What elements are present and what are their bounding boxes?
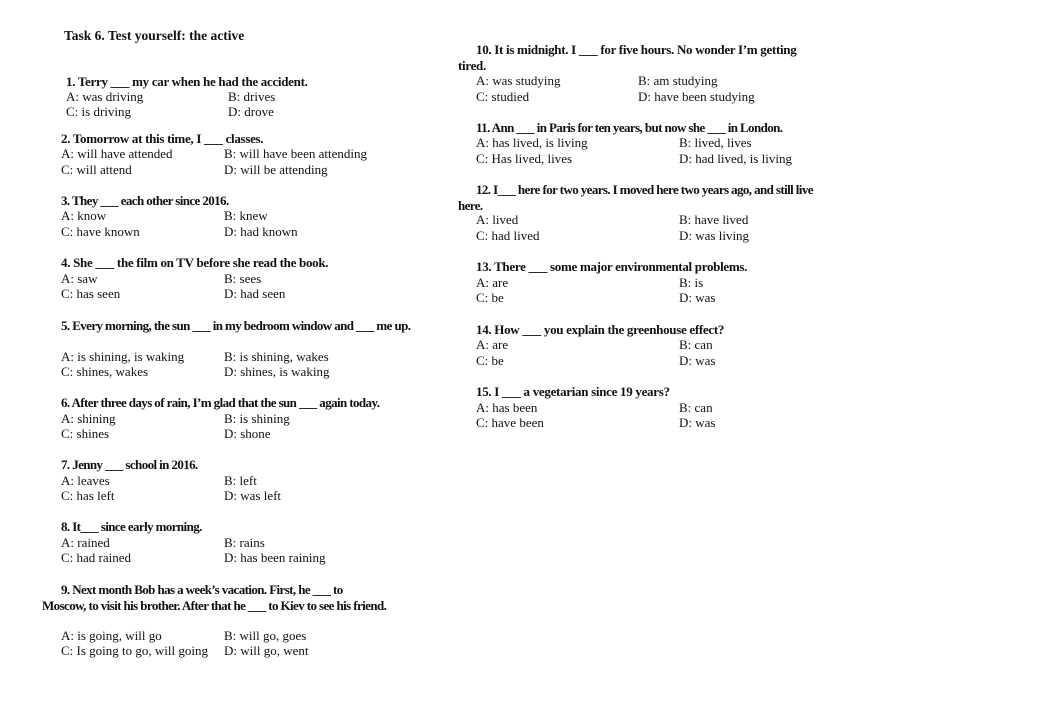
question-2-option-a: A: will have attended: [61, 146, 173, 161]
question-11-option-b: B: lived, lives: [679, 135, 752, 150]
question-5-text: 5. Every morning, the sun ___ in my bedroom window and ___ me up.: [61, 318, 411, 333]
page-title: Task 6. Test yourself: the active: [64, 28, 245, 43]
question-4-option-a: A: saw: [61, 271, 98, 286]
question-12-option-d: D: was living: [679, 228, 750, 243]
question-12-option-c: C: had lived: [476, 228, 540, 243]
question-6-option-a: A: shining: [61, 411, 116, 426]
question-14-text: 14. How ___ you explain the greenhouse effect?: [476, 322, 725, 337]
question-13-option-c: C: be: [476, 290, 504, 305]
question-15-option-a: A: has been: [476, 400, 538, 415]
question-3-option-a: A: know: [61, 208, 107, 223]
question-8-option-a: A: rained: [61, 535, 110, 550]
question-7-option-c: C: has left: [61, 488, 115, 503]
question-15-option-c: C: have been: [476, 415, 544, 430]
question-14-option-d: D: was: [679, 353, 716, 368]
question-12-option-a: A: lived: [476, 212, 519, 227]
question-1-option-c: C: is driving: [66, 104, 132, 119]
question-6-option-d: D: shone: [224, 426, 271, 441]
question-7-option-b: B: left: [224, 473, 257, 488]
question-2-option-b: B: will have been attending: [224, 146, 367, 161]
question-4-option-d: D: had seen: [224, 286, 286, 301]
question-8-option-b: B: rains: [224, 535, 265, 550]
question-3-text: 3. They ___ each other since 2016.: [61, 193, 229, 208]
question-10-option-a: A: was studying: [476, 73, 561, 88]
question-4-option-b: B: sees: [224, 271, 262, 286]
question-13-option-d: D: was: [679, 290, 716, 305]
question-13-option-a: A: are: [476, 275, 509, 290]
question-8-option-c: C: had rained: [61, 550, 132, 565]
question-9-option-d: D: will go, went: [224, 643, 309, 658]
question-10-option-b: B: am studying: [638, 73, 718, 88]
question-1-option-a: A: was driving: [66, 89, 144, 104]
question-10-option-c: C: studied: [476, 89, 530, 104]
question-14-option-c: C: be: [476, 353, 504, 368]
question-7-option-a: A: leaves: [61, 473, 110, 488]
question-1-option-d: D: drove: [228, 104, 274, 119]
question-10-text: 10. It is midnight. I ___ for five hours. No wonder I’m getting tired.: [458, 42, 797, 73]
question-8-text: 8. It___ since early morning.: [61, 519, 202, 534]
question-2-text: 2. Tomorrow at this time, I ___ classes.: [61, 131, 264, 146]
question-12-option-b: B: have lived: [679, 212, 749, 227]
question-12-text: 12. I___ here for two years. I moved here two years ago, and still live here.: [458, 182, 813, 213]
question-9-option-c: C: Is going to go, will going: [61, 643, 208, 658]
question-6-option-b: B: is shining: [224, 411, 290, 426]
question-9-option-a: A: is going, will go: [61, 628, 162, 643]
question-3-option-c: C: have known: [61, 224, 140, 239]
question-15-option-d: D: was: [679, 415, 716, 430]
question-5-option-b: B: is shining, wakes: [224, 349, 329, 364]
question-8-option-d: D: has been raining: [224, 550, 326, 565]
question-6-option-c: C: shines: [61, 426, 110, 441]
question-5-option-c: C: shines, wakes: [61, 364, 149, 379]
question-3-option-b: B: knew: [224, 208, 268, 223]
question-13-option-b: B: is: [679, 275, 704, 290]
question-5-option-a: A: is shining, is waking: [61, 349, 185, 364]
question-2-option-c: C: will attend: [61, 162, 132, 177]
question-14-option-b: B: can: [679, 337, 713, 352]
question-11-option-d: D: had lived, is living: [679, 151, 793, 166]
question-1-option-b: B: drives: [228, 89, 276, 104]
question-11-option-a: A: has lived, is living: [476, 135, 588, 150]
question-13-text: 13. There ___ some major environmental problems.: [476, 259, 748, 274]
question-9-option-b: B: will go, goes: [224, 628, 307, 643]
question-9-text: 9. Next month Bob has a week’s vacation. First, he ___ to Moscow, to visit his brother. After that he ___ to Kiev to see his friend.: [42, 582, 387, 613]
question-3-option-d: D: had known: [224, 224, 298, 239]
question-2-option-d: D: will be attending: [224, 162, 328, 177]
question-10-option-d: D: have been studying: [638, 89, 755, 104]
question-4-option-c: C: has seen: [61, 286, 121, 301]
question-15-option-b: B: can: [679, 400, 713, 415]
question-5-option-d: D: shines, is waking: [224, 364, 330, 379]
question-4-text: 4. She ___ the film on TV before she read the book.: [61, 255, 329, 270]
question-6-text: 6. After three days of rain, I’m glad that the sun ___ again today.: [61, 395, 380, 410]
question-7-option-d: D: was left: [224, 488, 282, 503]
question-14-option-a: A: are: [476, 337, 509, 352]
question-7-text: 7. Jenny ___ school in 2016.: [61, 457, 198, 472]
question-15-text: 15. I ___ a vegetarian since 19 years?: [476, 384, 670, 399]
question-11-option-c: C: Has lived, lives: [476, 151, 573, 166]
question-1-text: 1. Terry ___ my car when he had the accident.: [66, 74, 308, 89]
question-11-text: 11. Ann ___ in Paris for ten years, but now she ___ in London.: [476, 120, 783, 135]
